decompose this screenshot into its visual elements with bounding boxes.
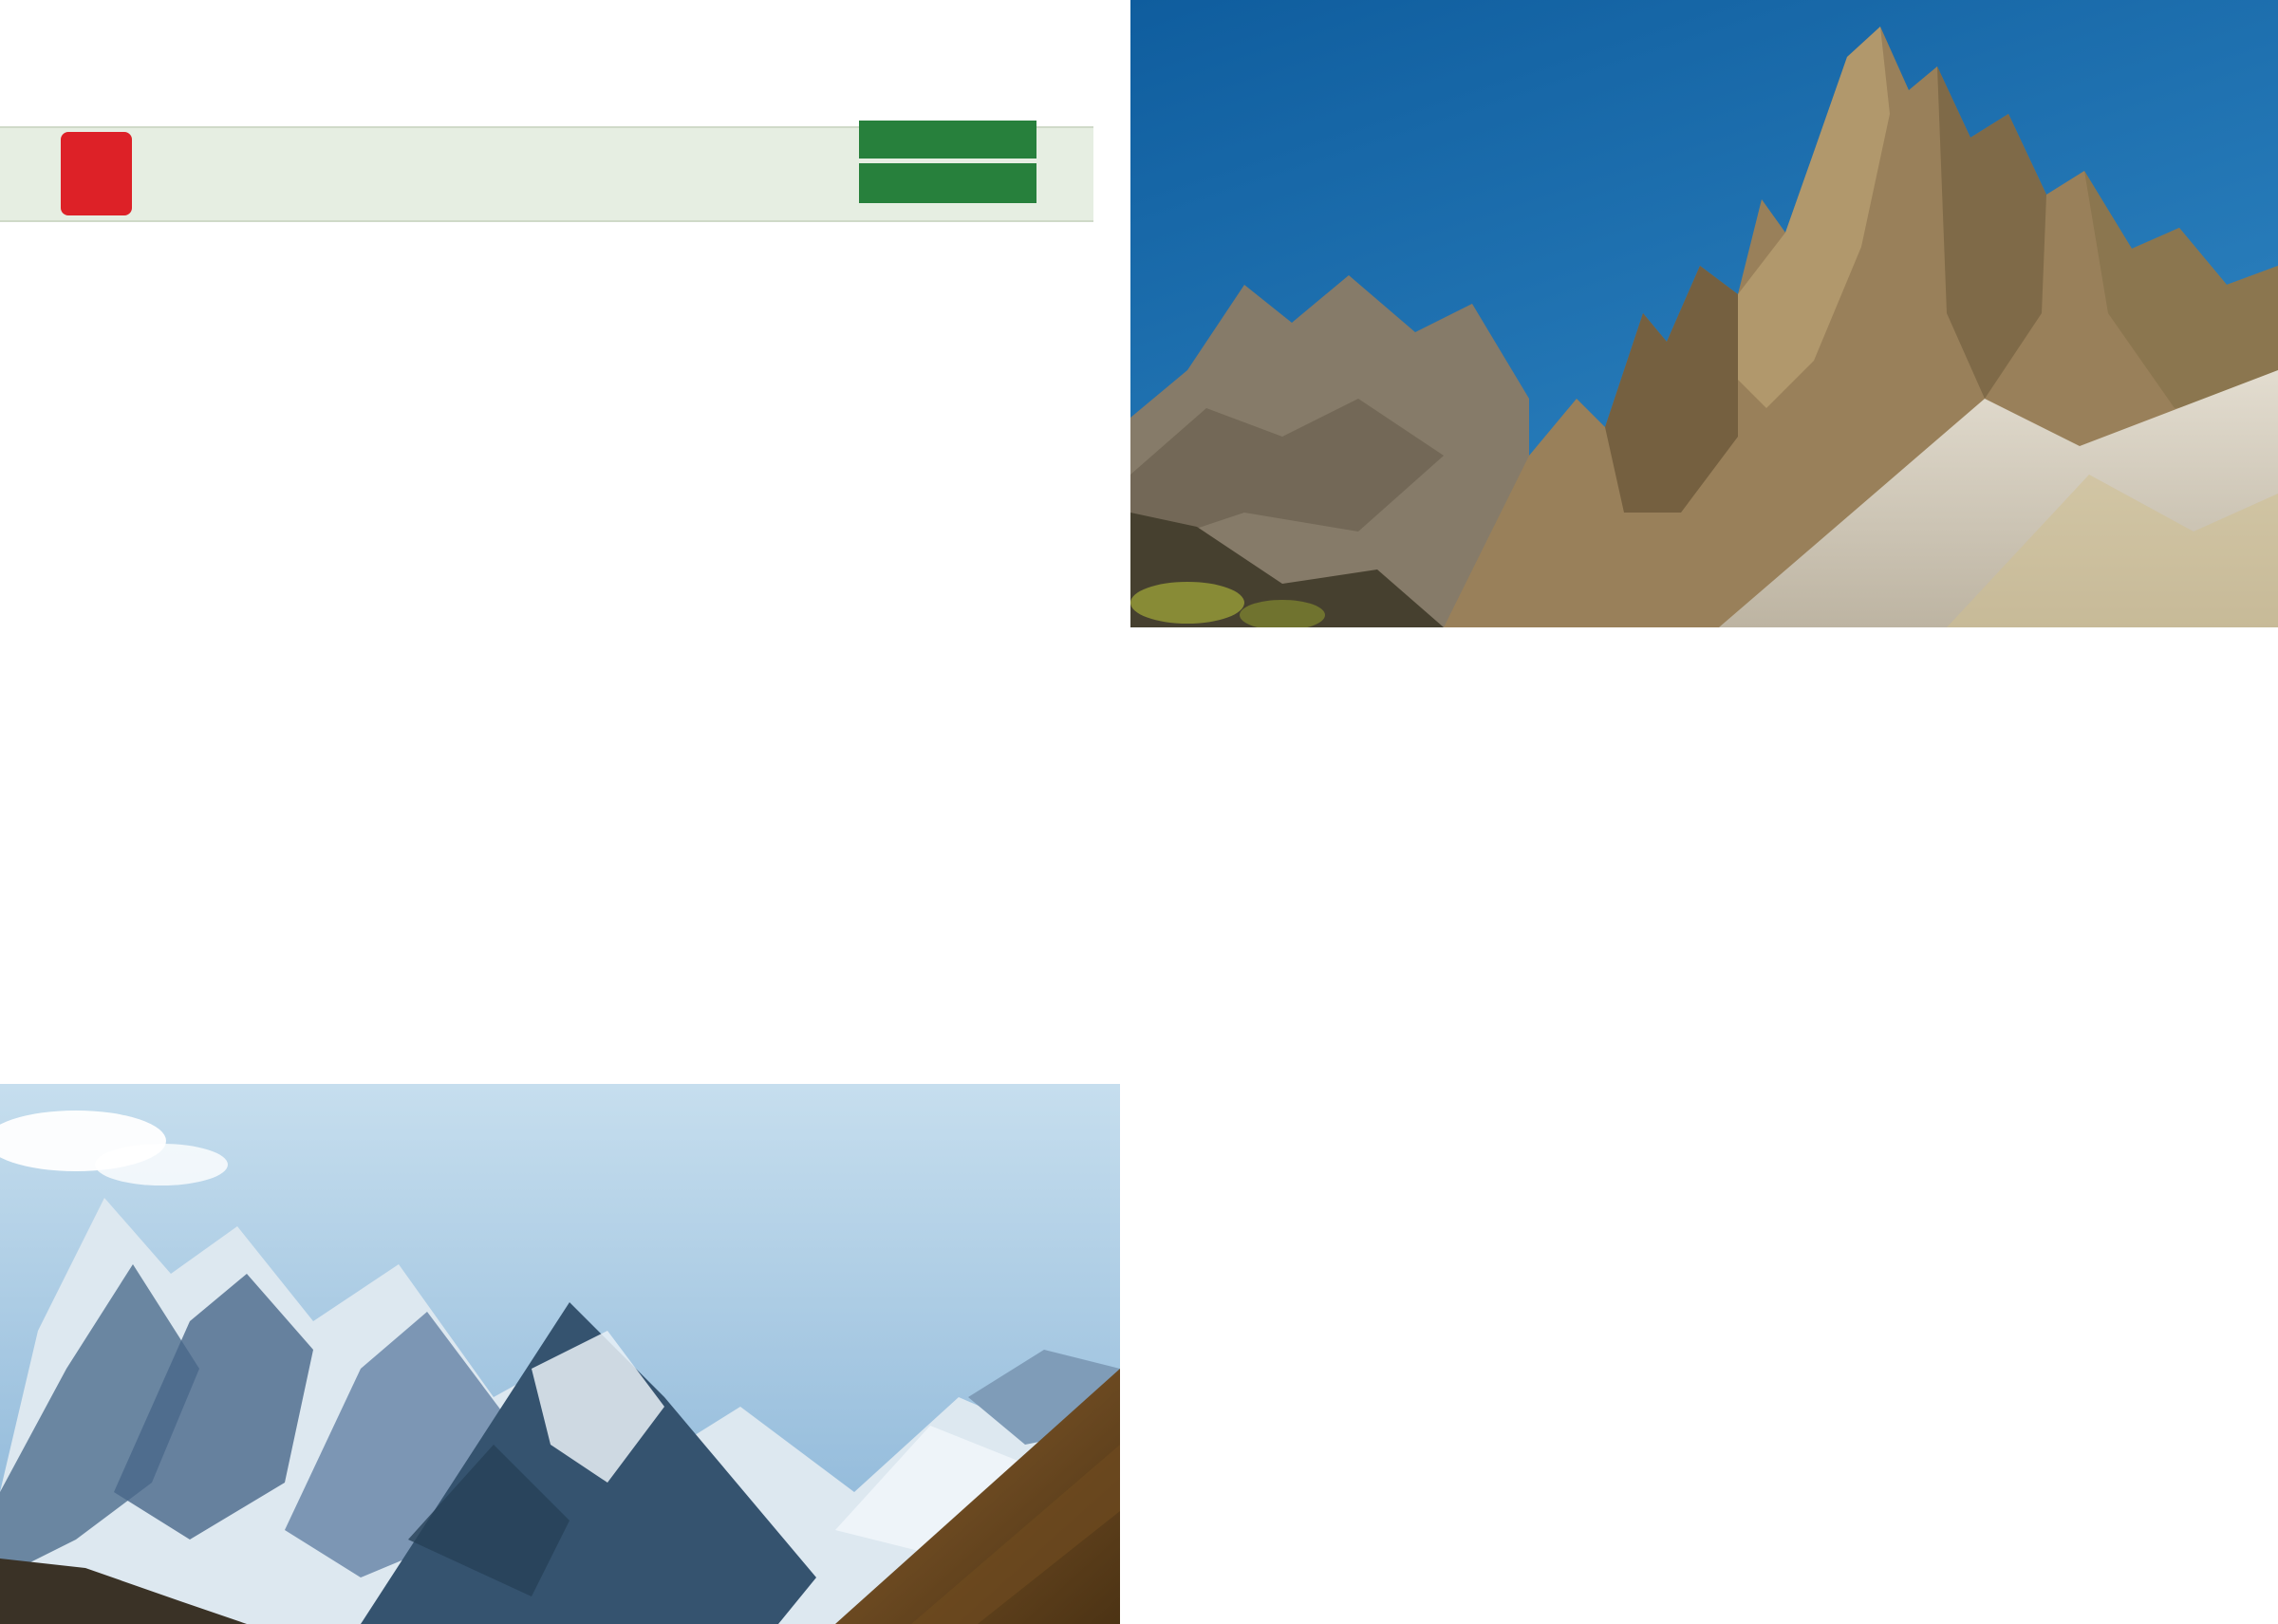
elevation-profile-chart (1253, 1272, 2278, 1614)
duration-badge (859, 121, 1036, 159)
photo-schlicker-seespitze (1130, 0, 2278, 627)
route-number-badge (61, 132, 132, 215)
ascent-descent-badge (859, 163, 1036, 203)
photo-alpeiner-berge (0, 1084, 1120, 1624)
